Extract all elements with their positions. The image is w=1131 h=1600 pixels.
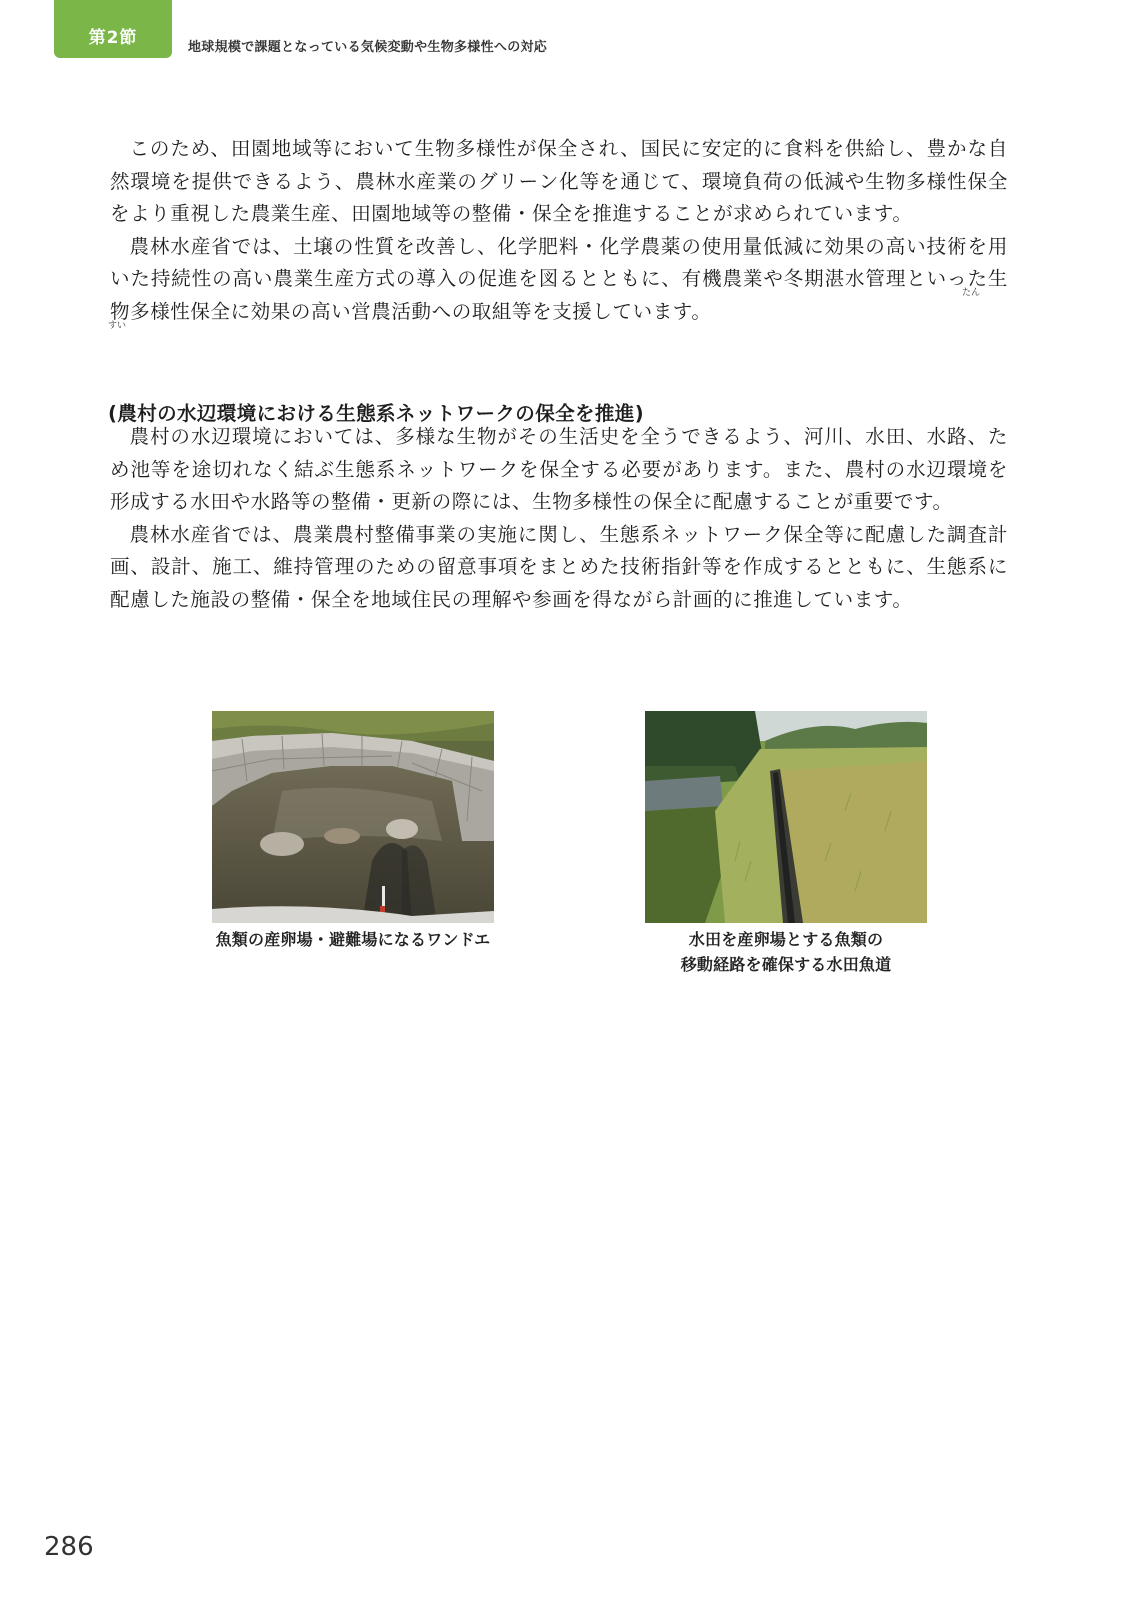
body-text-bottom xyxy=(110,421,1008,617)
fishway-caption-line-1: 水田を産卵場とする魚類の xyxy=(688,930,884,949)
wando-caption: 魚類の産卵場・避難場になるワンドエ xyxy=(215,930,491,949)
wando-photo xyxy=(212,711,494,923)
section-heading: (農村の水辺環境における生態系ネットワークの保全を推進) xyxy=(108,402,645,425)
paragraph-2: 農林水産省では、土壌の性質を改善し、化学肥料・化学農薬の使用量低減に効果の高い技術を用いた持続性の高い農業生産方式の導入の促進を図るとともに、有機農業や冬期湛水管理といった生物多様性保全に効果の高い営農活動への取組等を支援しています。 xyxy=(110,234,1008,323)
fishway-caption xyxy=(630,927,942,977)
body-text-top xyxy=(110,133,1008,329)
ruby-sui: すい xyxy=(108,321,127,331)
fishway-caption-line-2: 移動経路を確保する水田魚道 xyxy=(680,955,892,974)
section-tab xyxy=(54,0,172,58)
paragraph-3: 農村の水辺環境においては、多様な生物がその生活史を全うできるよう、河川、水田、水路、ため池等を途切れなく結ぶ生態系ネットワークを保全する必要があります。また、農村の水辺環境を形成する水田や水路等の整備・更新の際には、生物多様性の保全に配慮することが重要です。 xyxy=(110,425,1008,514)
page-number: 286 xyxy=(44,1532,94,1562)
ruby-tan: たん xyxy=(962,288,981,298)
paragraph-4: 農林水産省では、農業農村整備事業の実施に関し、生態系ネットワーク保全等に配慮した調査計画、設計、施工、維持管理のための留意事項をまとめた技術指針等を作成するとともに、生態系に配慮した施設の整備・保全を地域住民の理解や参画を得ながら計画的に推進しています。 xyxy=(110,522,1008,611)
paragraph-1: このため、田園地域等において生物多様性が保全され、国民に安定的に食料を供給し、豊かな自然環境を提供できるよう、農林水産業のグリーン化等を通じて、環境負荷の低減や生物多様性保全をより重視した農業生産、田園地域等の整備・保全を推進することが求められています。 xyxy=(110,137,1008,226)
section-label: 第2節 xyxy=(88,27,138,48)
fishway-photo xyxy=(645,711,927,923)
chapter-title: 地球規模で課題となっている気候変動や生物多様性への対応 xyxy=(188,40,548,55)
